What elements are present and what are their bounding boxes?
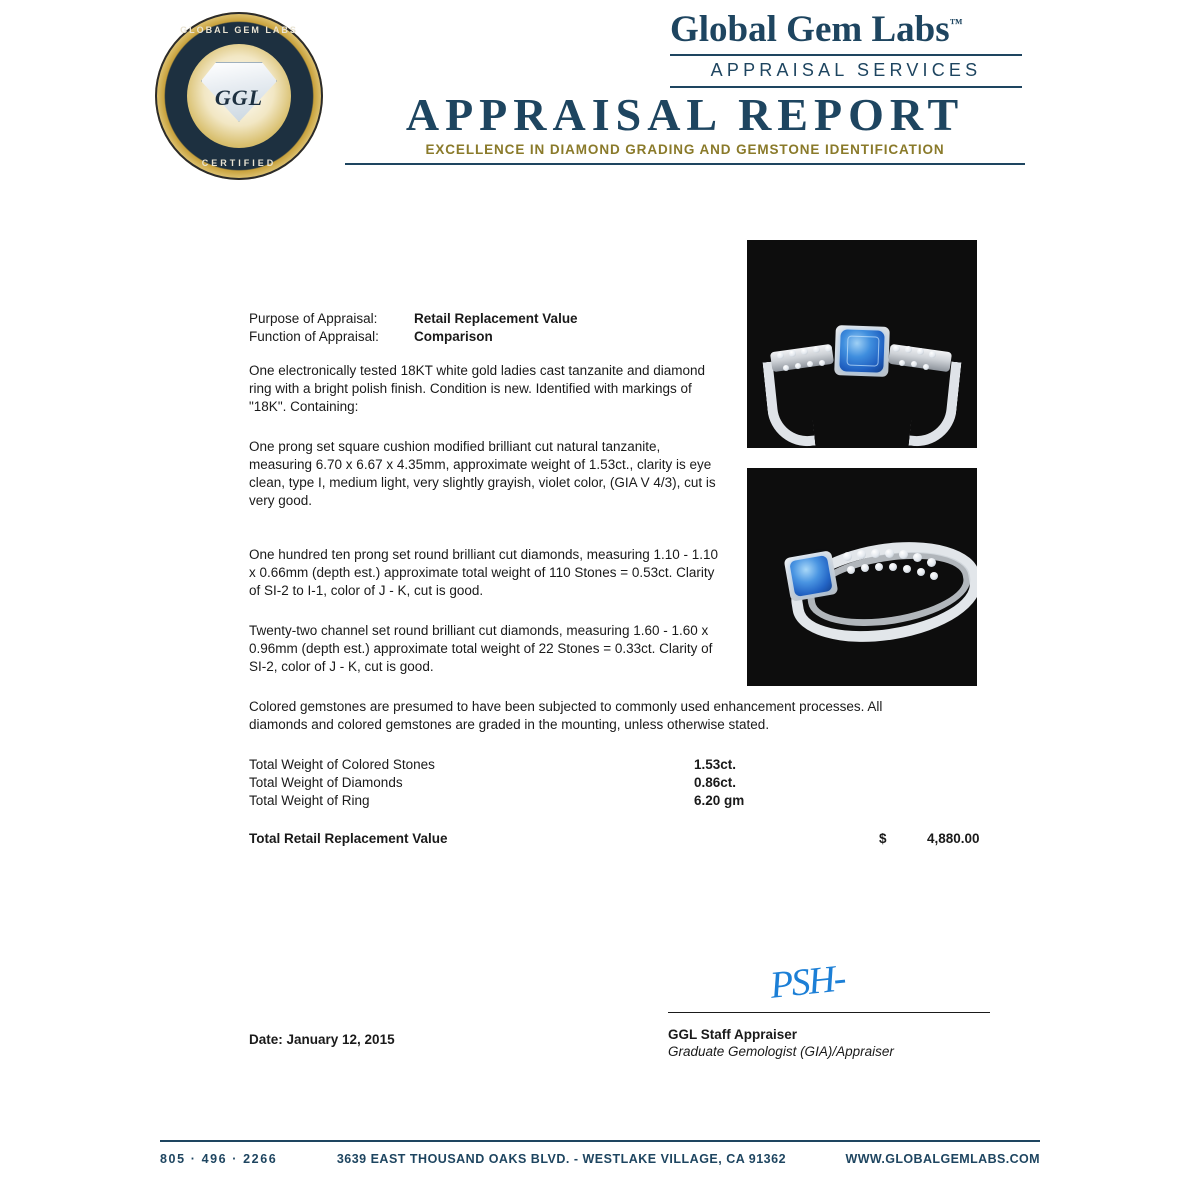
document-body xyxy=(249,310,989,848)
purpose-value: Retail Replacement Value xyxy=(414,311,578,326)
totals-table xyxy=(249,756,989,810)
function-row xyxy=(249,328,989,346)
purpose-label: Purpose of Appraisal: xyxy=(249,311,378,326)
seal-inner-disc xyxy=(187,44,291,148)
table-row xyxy=(249,774,989,792)
purpose-row xyxy=(249,310,989,328)
brand-block xyxy=(670,8,1026,88)
prong-set-diamonds-paragraph: One hundred ten prong set round brilliant cut diamonds, measuring 1.10 - 1.10 x 0.66mm (depth est.) approximate total weight of 110 Stones = 0.53ct. Clarity of SI-2 to I-1, color of J - K, cut is good. xyxy=(249,547,719,598)
grand-total-row xyxy=(249,830,989,848)
page-title: APPRAISAL REPORT xyxy=(405,89,965,140)
appraiser-role: Graduate Gemologist (GIA)/Appraiser xyxy=(668,1044,894,1059)
footer-divider xyxy=(160,1140,1040,1142)
footer-website[interactable]: WWW.GLOBALGEMLABS.COM xyxy=(845,1152,1040,1166)
seal-top-text: GLOBAL GEM LABS xyxy=(180,25,298,35)
seal-bottom-text: CERTIFIED xyxy=(201,158,277,168)
brand-subtitle: APPRAISAL SERVICES xyxy=(710,60,982,80)
total-value: 0.86ct. xyxy=(694,775,737,790)
signature-line xyxy=(668,1012,990,1013)
header-divider xyxy=(345,163,1025,165)
brand-title xyxy=(670,8,1026,51)
grand-total-amount: 4,880.00 xyxy=(927,831,980,846)
brand-divider-top xyxy=(670,54,1022,56)
grand-total-currency: $ xyxy=(879,831,887,846)
trademark-symbol: ™ xyxy=(949,15,963,31)
center-stone-paragraph: One prong set square cushion modified brilliant cut natural tanzanite, measuring 6.70 x 6.67 x 4.35mm, approximate weight of 1.53ct., clarity is eye clean, type I, medium light, very slightly grayish, violet color, (GIA V 4/3), cut is very good. xyxy=(249,439,716,508)
grand-total-label: Total Retail Replacement Value xyxy=(249,831,448,846)
seal-monogram: GGL xyxy=(214,85,264,110)
brand-title-text: Global Gem Labs xyxy=(670,9,950,50)
total-label: Total Weight of Diamonds xyxy=(249,775,403,790)
table-row xyxy=(249,792,989,810)
enhancement-disclaimer-paragraph: Colored gemstones are presumed to have been subjected to commonly used enhancement processes. All diamonds and colored gemstones are graded in the mounting, unless otherwise stated. xyxy=(249,699,883,732)
total-value: 1.53ct. xyxy=(694,757,737,772)
report-tagline: EXCELLENCE IN DIAMOND GRADING AND GEMSTONE IDENTIFICATION xyxy=(425,142,945,157)
total-value: 6.20 gm xyxy=(694,793,745,808)
table-row xyxy=(249,756,989,774)
total-label: Total Weight of Ring xyxy=(249,793,370,808)
appraiser-signature: PSH- xyxy=(768,957,847,1007)
appraiser-name: GGL Staff Appraiser xyxy=(668,1027,798,1042)
function-value: Comparison xyxy=(414,329,493,344)
item-description-paragraph: One electronically tested 18KT white gold ladies cast tanzanite and diamond ring with a bright polish finish. Condition is new. Identified with markings of "18K". Containing: xyxy=(249,363,706,414)
footer-address: 3639 EAST THOUSAND OAKS BLVD. - WESTLAKE VILLAGE, CA 91362 xyxy=(336,1152,787,1166)
report-date: Date: January 12, 2015 xyxy=(249,1032,395,1047)
document-header xyxy=(0,0,1200,190)
footer-phone: 805 · 496 · 2266 xyxy=(160,1152,278,1166)
ggl-certification-seal-icon xyxy=(155,12,323,180)
channel-set-diamonds-paragraph: Twenty-two channel set round brilliant cut diamonds, measuring 1.60 - 1.60 x 0.96mm (depth est.) approximate total weight of 22 Stones = 0.33ct. Clarity of SI-2, color of J - K, cut is good. xyxy=(249,623,713,674)
function-label: Function of Appraisal: xyxy=(249,329,379,344)
total-label: Total Weight of Colored Stones xyxy=(249,757,435,772)
document-footer xyxy=(160,1152,1040,1166)
